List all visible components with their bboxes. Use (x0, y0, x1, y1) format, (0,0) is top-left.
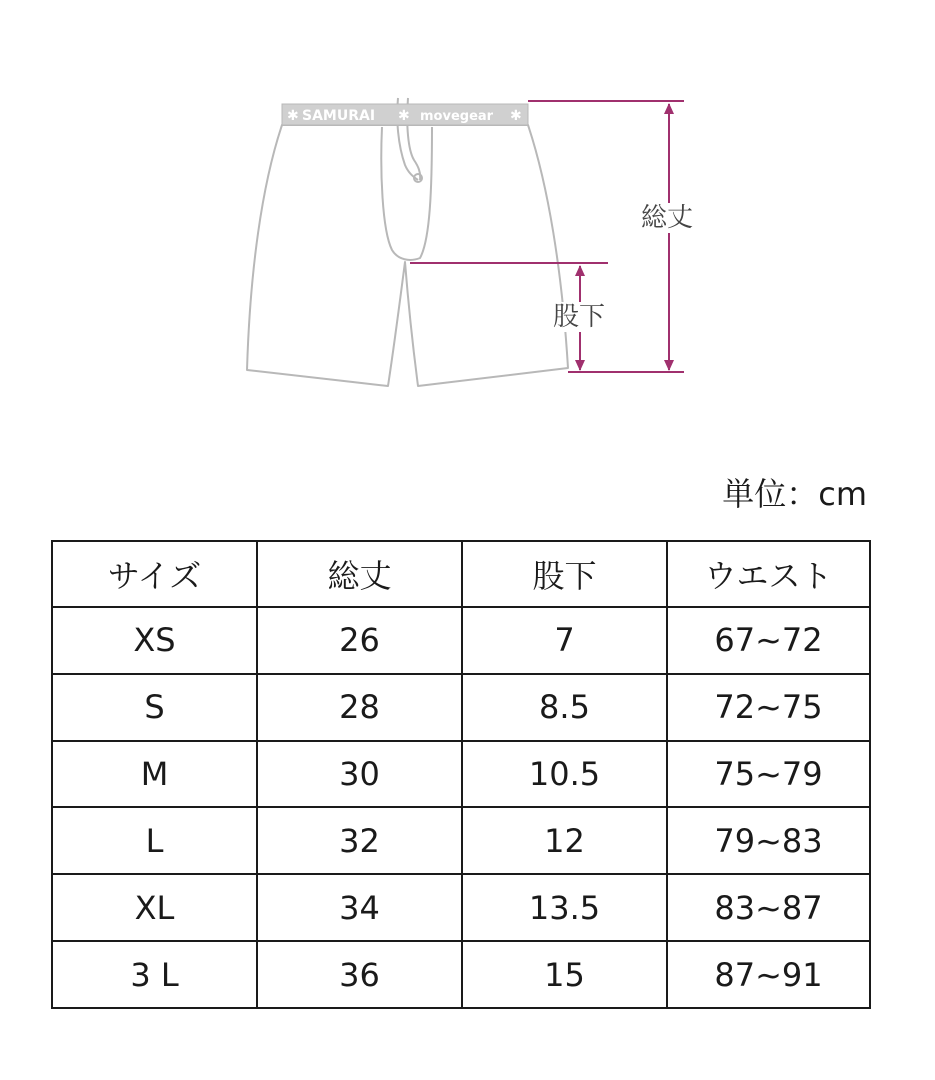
cell-total-length: 28 (257, 674, 462, 741)
table-row (52, 874, 870, 941)
total-length-label: 総丈 (641, 203, 694, 233)
shorts-diagram (0, 0, 935, 440)
header-inseam: 股下 (462, 541, 667, 607)
header-total-length: 総丈 (257, 541, 462, 607)
size-table (51, 540, 871, 1009)
cell-size: 3 L (52, 941, 257, 1008)
cell-total-length: 32 (257, 807, 462, 874)
cell-total-length: 34 (257, 874, 462, 941)
cell-total-length: 30 (257, 741, 462, 808)
table-row (52, 807, 870, 874)
cell-total-length: 26 (257, 607, 462, 674)
table-row (52, 941, 870, 1008)
table-row (52, 674, 870, 741)
cell-inseam: 7 (462, 607, 667, 674)
cell-inseam: 12 (462, 807, 667, 874)
cell-size: XL (52, 874, 257, 941)
cell-waist: 83~87 (667, 874, 870, 941)
cell-waist: 72~75 (667, 674, 870, 741)
inseam-label: 股下 (553, 302, 606, 332)
cell-size: L (52, 807, 257, 874)
cell-waist: 79~83 (667, 807, 870, 874)
cell-inseam: 15 (462, 941, 667, 1008)
cell-size: S (52, 674, 257, 741)
cell-waist: 75~79 (667, 741, 870, 808)
table-row (52, 741, 870, 808)
cell-size: M (52, 741, 257, 808)
table-header-row (52, 541, 870, 607)
header-size: サイズ (52, 541, 257, 607)
cell-waist: 87~91 (667, 941, 870, 1008)
shorts-outline (247, 98, 568, 386)
waistband-brand-right: movegear (420, 109, 494, 124)
waistband-star-mid: ✱ (398, 108, 410, 124)
waistband-star-left: ✱ (287, 108, 299, 124)
header-waist: ウエスト (667, 541, 870, 607)
cell-inseam: 10.5 (462, 741, 667, 808)
waistband-star-right: ✱ (510, 108, 522, 124)
cell-inseam: 13.5 (462, 874, 667, 941)
table-row (52, 607, 870, 674)
cell-inseam: 8.5 (462, 674, 667, 741)
cell-total-length: 36 (257, 941, 462, 1008)
cell-waist: 67~72 (667, 607, 870, 674)
unit-label: 単位：cm (722, 475, 867, 513)
waistband-brand-left: SAMURAI (302, 108, 376, 124)
dimension-lines (410, 101, 684, 372)
cell-size: XS (52, 607, 257, 674)
